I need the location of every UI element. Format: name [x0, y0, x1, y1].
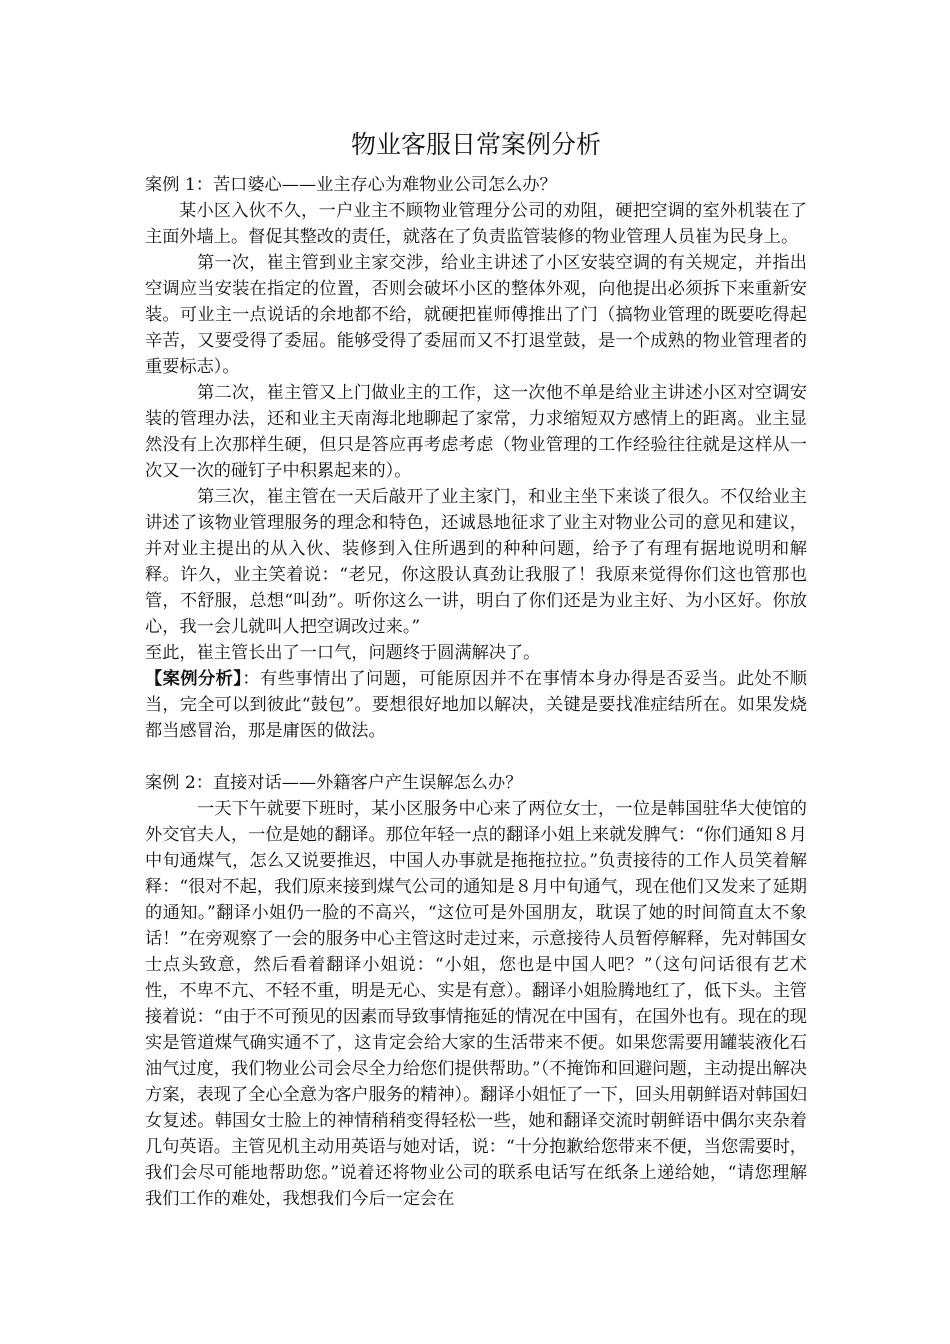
case1-analysis-label: 【案例分析】	[145, 669, 243, 689]
case1-paragraph-2: 第一次，崔主管到业主家交涉，给业主讲述了小区安装空调的有关规定，并指出空调应当安装在指定的位置，否则会破坏小区的整体外观，向他提出必须拆下来重新安装。可业主一点说话的余地都不给，就硬把崔师傅推出了门（搞物业管理的既要吃得起辛苦，又要受得了委屈。能够受得了委屈而又不打退堂鼓，是一个成熟的物业管理者的重要标志）。	[145, 253, 807, 377]
case1-paragraph-4: 第三次，崔主管在一天后敲开了业主家门，和业主坐下来谈了很久。不仅给业主讲述了该物业管理服务的理念和特色，还诚恳地征求了业主对物业公司的意见和建议，并对业主提出的从入伙、装修到入住所遇到的种种问题，给予了有理有据地说明和解释。许久，业主笑着说：“老兄，你这股认真劲让我服了！我原来觉得你们这也管那也管，不舒服，总想“叫劲”。听你这么一讲，明白了你们还是为业主好、为小区好。你放心，我一会儿就叫人把空调改过来。”	[145, 487, 807, 637]
case1-paragraph-1: 某小区入伙不久，一户业主不顾物业管理分公司的劝阻，硬把空调的室外机装在了主面外墙上。督促其整改的责任，就落在了负责监管装修的物业管理人员崔为民身上。	[145, 201, 807, 247]
case1-analysis-text: ：有些事情出了问题，可能原因并不在事情本身办得是否妥当。此处不顺当，完全可以到彼此“鼓包”。要想很好地加以解决，关键是要找准症结所在。如果发烧都当感冒治，那是庸医的做法。	[145, 669, 807, 741]
case2-heading: 案例 2：直接对话——外籍客户产生误解怎么办？	[145, 773, 523, 793]
case1-heading: 案例 1：苦口婆心——业主存心为难物业公司怎么办？	[145, 175, 557, 195]
case2-paragraph-1: 一天下午就要下班时，某小区服务中心来了两位女士，一位是韩国驻华大使馆的外交官夫人，一位是她的翻译。那位年轻一点的翻译小姐上来就发脾气：“你们通知８月中旬通煤气，怎么又说要推迟，中国人办事就是拖拖拉拉。”负责接待的工作人员笑着解释：“很对不起，我们原来接到煤气公司的通知是８月中旬通气，现在他们又发来了延期的通知。”翻译小姐仍一脸的不高兴，“这位可是外国朋友，耽误了她的时间简直太不象话！”在旁观察了一会的服务中心主管这时走过来，示意接待人员暂停解释，先对韩国女士点头致意，然后看着翻译小姐说：“小姐，您也是中国人吧？”（这句问话很有艺术性，不卑不亢、不轻不重，明是无心、实是有意）。翻译小姐脸腾地红了，低下头。主管接着说：“由于不可预见的因素而导致事情拖延的情况在中国有，在国外也有。现在的现实是管道煤气确实通不了，这肯定会给大家的生活带来不便。如果您需要用罐装液化石油气过度，我们物业公司会尽全力给您们提供帮助。”（不掩饰和回避问题，主动提出解决方案，表现了全心全意为客户服务的精神）。翻译小姐怔了一下，回头用朝鲜语对韩国妇女复述。韩国女士脸上的神情稍稍变得轻松一些，她和翻译交流时朝鲜语中偶尔夹杂着几句英语。主管见机主动用英语与她对话，说：“十分抱歉给您带来不便，当您需要时，我们会尽可能地帮助您。”说着还将物业公司的联系电话写在纸条上递给她，“请您理解我们工作的难处，我想我们今后一定会在	[145, 799, 807, 1209]
case1-paragraph-3: 第二次，崔主管又上门做业主的工作，这一次他不单是给业主讲述小区对空调安装的管理办法，还和业主天南海北地聊起了家常，力求缩短双方感情上的距离。业主显然没有上次那样生硬，但只是答应再考虑考虑（物业管理的工作经验往往就是这样从一次又一次的碰钉子中积累起来的）。	[145, 383, 807, 481]
document-title: 物业客服日常案例分析	[350, 130, 601, 159]
case1-paragraph-5: 至此，崔主管长出了一口气，问题终于圆满解决了。	[145, 643, 541, 663]
section-gap	[145, 744, 807, 770]
case1-analysis	[145, 666, 807, 744]
